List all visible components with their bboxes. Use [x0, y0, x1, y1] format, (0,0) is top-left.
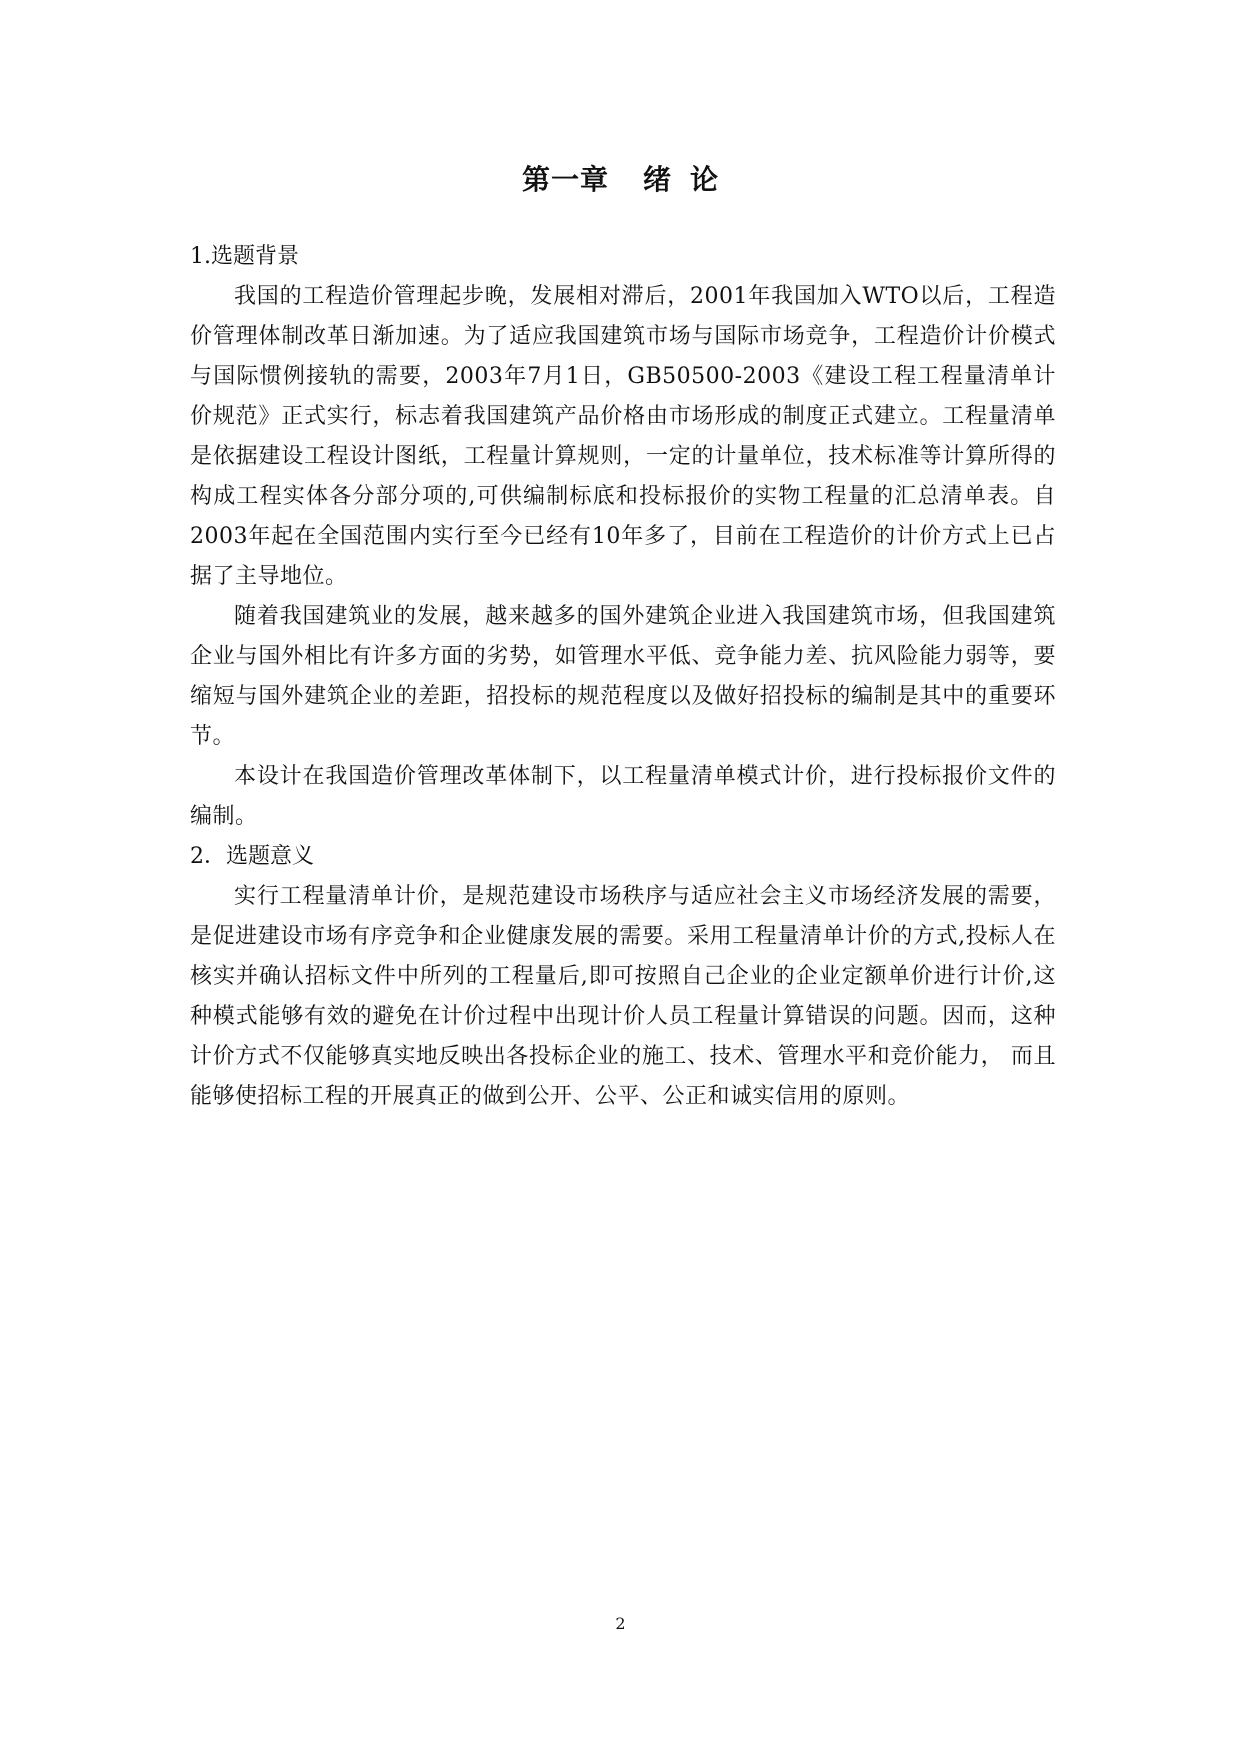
section-heading: 1.选题背景: [190, 244, 299, 269]
chapter-title-part2: 绪: [642, 163, 672, 196]
chapter-title-part3: 论: [690, 163, 720, 196]
body-paragraph: 实行工程量清单计价，是规范建设市场秩序与适应社会主义市场经济发展的需要，是促进建设市场有序竞争和企业健康发展的需要。采用工程量清单计价的方式,投标人在核实并确认招标文件中所列的工程量后,即可按照自己企业的企业定额单价进行计价,这种模式能够有效的避免在计价过程中出现计价人员工程量计算错误的问题。因而，这种计价方式不仅能够真实地反映出各投标企业的施工、技术、管理水平和竞价能力， 而且能够使招标工程的开展真正的做到公开、公平、公正和诚实信用的原则。: [190, 884, 1056, 1109]
section-background: [190, 237, 1056, 837]
chapter-title-part1: 第一章: [521, 163, 609, 196]
document-body: [190, 237, 1056, 1117]
body-paragraph: 我国的工程造价管理起步晚，发展相对滞后，2001年我国加入WTO以后，工程造价管理体制改革日渐加速。为了适应我国建筑市场与国际市场竞争，工程造价计价模式与国际惯例接轨的需要，2003年7月1日，GB50500-2003《建设工程工程量清单计价规范》正式实行，标志着我国建筑产品价格由市场形成的制度正式建立。工程量清单是依据建设工程设计图纸，工程量计算规则，一定的计量单位，技术标准等计算所得的构成工程实体各分部分项的,可供编制标底和投标报价的实物工程量的汇总清单表。自2003年起在全国范围内实行至今已经有10年多了，目前在工程造价的计价方式上已占据了主导地位。: [190, 284, 1056, 589]
section-significance: [190, 837, 1056, 1117]
body-paragraph: 本设计在我国造价管理改革体制下，以工程量清单模式计价，进行投标报价文件的编制。: [190, 764, 1056, 829]
section-heading: 2．选题意义: [190, 844, 314, 869]
chapter-title: [0, 158, 1241, 198]
page-number: 2: [615, 1614, 626, 1633]
body-paragraph: 随着我国建筑业的发展，越来越多的国外建筑企业进入我国建筑市场，但我国建筑企业与国外相比有许多方面的劣势，如管理水平低、竞争能力差、抗风险能力弱等，要缩短与国外建筑企业的差距，招投标的规范程度以及做好招投标的编制是其中的重要环节。: [190, 604, 1056, 749]
